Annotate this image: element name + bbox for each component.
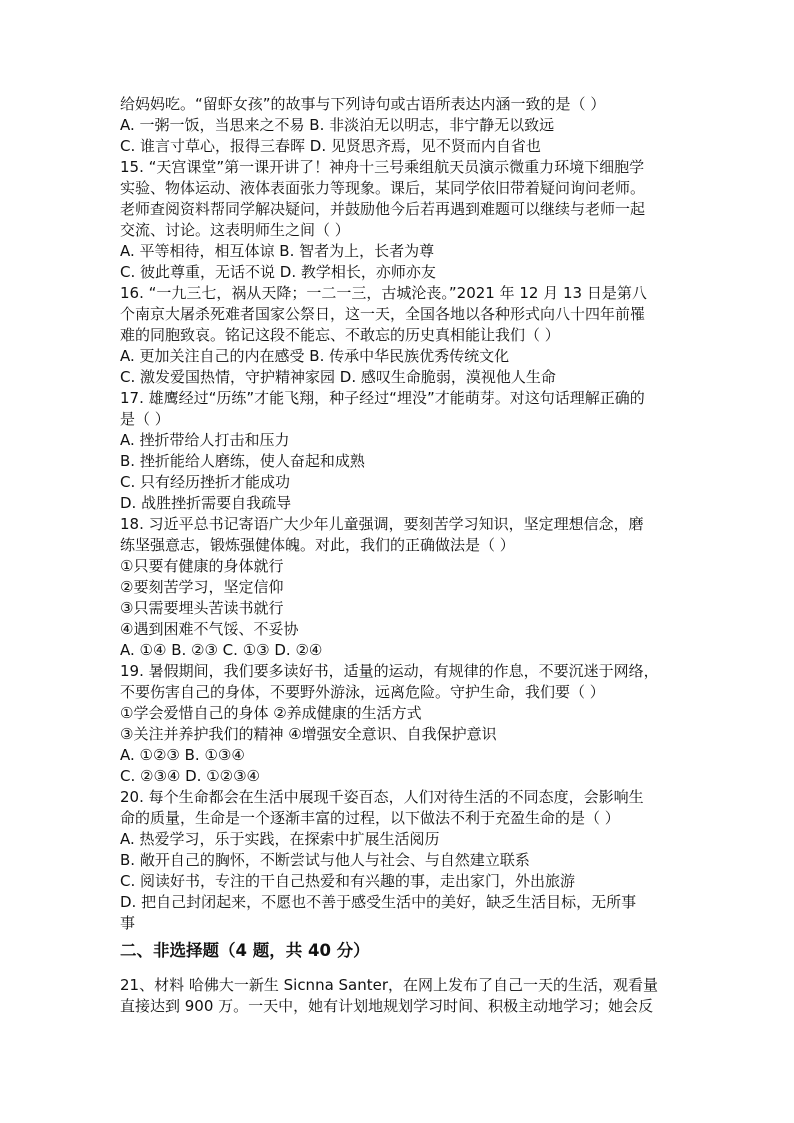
question-20-option-b: B. 敞开自己的胸怀，不断尝试与他人与社会、与自然建立联系	[120, 851, 530, 869]
question-21-text: 21、材料 哈佛大一新生 Sicnna Santer，在网上发布了自己一天的生活，观看量	[120, 976, 659, 994]
question-18-statement-2: ②要刻苦学习，坚定信仰	[120, 578, 284, 596]
question-16-option-ab: A. 更加关注自己的内在感受 B. 传承中华民族优秀传统文化	[120, 347, 510, 365]
question-20-option-c: C. 阅读好书，专注的干自己热爱和有兴趣的事，走出家门，外出旅游	[120, 872, 576, 890]
question-17-option-a: A. 挫折带给人打击和压力	[120, 431, 290, 449]
question-14-option-cd: C. 谁言寸草心，报得三春晖 D. 见贤思齐焉，见不贤而内自省也	[120, 137, 541, 155]
question-20-option-d: D. 把自己封闭起来，不愿也不善于感受生活中的美好，缺乏生活目标，无所事	[120, 893, 637, 911]
question-18-statement-4: ④遇到困难不气馁、不妥协	[120, 620, 299, 638]
question-20-option-a: A. 热爱学习，乐于实践，在探索中扩展生活阅历	[120, 830, 440, 848]
question-15-text: 老师查阅资料帮同学解决疑问，并鼓励他今后若再遇到难题可以继续与老师一起	[120, 200, 646, 218]
question-18-statement-1: ①只要有健康的身体就行	[120, 557, 284, 575]
question-18-statement-3: ③只需要埋头苦读书就行	[120, 599, 284, 617]
question-17-text: 是（ ）	[120, 410, 170, 428]
question-19-statements: ①学会爱惜自己的身体 ②养成健康的生活方式	[120, 704, 422, 722]
question-15-option-cd: C. 彼此尊重，无话不说 D. 教学相长，亦师亦友	[120, 263, 436, 281]
question-19-statements: ③关注并养护我们的精神 ④增强安全意识、自我保护意识	[120, 725, 497, 743]
question-17-text: 17. 雄鹰经过“历练”才能飞翔，种子经过“埋没”才能萌芽。对这句话理解正确的	[120, 389, 645, 407]
question-20-text: 命的质量，生命是一个逐渐丰富的过程，以下做法不利于充盈生命的是（ ）	[120, 809, 620, 827]
question-18-text: 18. 习近平总书记寄语广大少年儿童强调，要刻苦学习知识，坚定理想信念，磨	[120, 515, 644, 533]
question-19-option-ab: A. ①②③ B. ①③④	[120, 746, 245, 764]
question-17-option-d: D. 战胜挫折需要自我疏导	[120, 494, 292, 512]
question-16-text: 难的同胞致哀。铭记这段不能忘、不敢忘的历史真相能让我们（ ）	[120, 326, 560, 344]
section-heading: 二、非选择题（4 题，共 40 分）	[120, 941, 370, 960]
question-20-text: 20. 每个生命都会在生活中展现千姿百态，人们对待生活的不同态度，会影响生	[120, 788, 644, 806]
question-15-text: 15. “天宫课堂”第一课开讲了！神舟十三号乘组航天员演示微重力环境下细胞学	[120, 158, 645, 176]
question-16-option-cd: C. 激发爱国热情，守护精神家园 D. 感叹生命脆弱，漠视他人生命	[120, 368, 556, 386]
question-16-text: 16. “一九三七，祸从天降；一二一三，古城沦丧。”2021 年 12 月 13 日是第八	[120, 284, 647, 302]
question-18-text: 练坚强意志，锻炼强健体魄。对此，我们的正确做法是（ ）	[120, 536, 515, 554]
question-19-text: 不要伤害自己的身体，不要野外游泳，远离危险。守护生命，我们要（ ）	[120, 683, 605, 701]
question-18-options: A. ①④ B. ②③ C. ①③ D. ②④	[120, 641, 323, 659]
question-17-option-b: B. 挫折能给人磨练，使人奋起和成熟	[120, 452, 365, 470]
question-16-text: 个南京大屠杀死难者国家公祭日，这一天，全国各地以各种形式向八十四年前罹	[120, 305, 646, 323]
question-17-option-c: C. 只有经历挫折才能成功	[120, 473, 291, 491]
question-21-text: 直接达到 900 万。一天中，她有计划地规划学习时间、积极主动地学习；她会反	[120, 997, 654, 1015]
question-15-option-ab: A. 平等相待，相互体谅 B. 智者为上，长者为尊	[120, 242, 435, 260]
question-19-option-cd: C. ②③④ D. ①②③④	[120, 767, 260, 785]
question-14-option-ab: A. 一粥一饭，当思来之不易 B. 非淡泊无以明志，非宁静无以致远	[120, 116, 555, 134]
question-15-text: 交流、讨论。这表明师生之间（ ）	[120, 221, 350, 239]
question-20-option-d: 事	[120, 914, 136, 932]
question-14-text: 给妈妈吃。“留虾女孩”的故事与下列诗句或古语所表达内涵一致的是（ ）	[120, 95, 606, 113]
question-15-text: 实验、物体运动、液体表面张力等现象。课后，某同学依旧带着疑问询问老师。	[120, 179, 646, 197]
question-19-text: 19. 暑假期间，我们要多读好书，适量的运动，有规律的作息，不要沉迷于网络，	[120, 662, 659, 680]
